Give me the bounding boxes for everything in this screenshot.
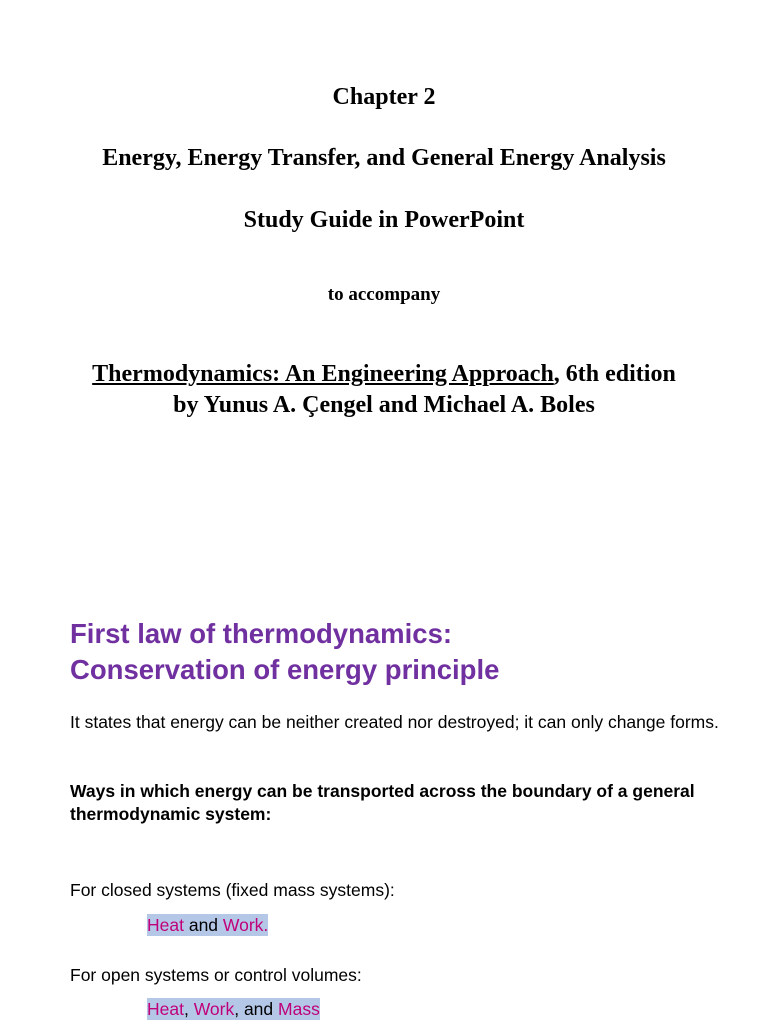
book-line [0, 359, 768, 389]
closed-systems-label: For closed systems (fixed mass systems): [70, 880, 395, 900]
energy-transport-intro: Ways in which energy can be transported across the boundary of a general thermodynamic system: [70, 781, 695, 824]
term-separator: , and [234, 999, 279, 1019]
open-terms-highlight [147, 998, 320, 1020]
term-work: Work. [222, 915, 269, 935]
study-guide-title: Study Guide in PowerPoint [243, 207, 525, 233]
section-heading-line1: First law of thermodynamics: [70, 618, 453, 649]
open-systems-label: For open systems or control volumes: [70, 965, 362, 985]
closed-systems-terms [147, 914, 268, 937]
chapter-title: Chapter 2 [332, 84, 436, 110]
term-heat: Heat [147, 999, 184, 1019]
book-title: Thermodynamics: An Engineering Approach [92, 361, 554, 387]
term-mass: Mass [278, 999, 320, 1019]
section-heading-line2: Conservation of energy principle [70, 654, 500, 685]
open-systems-terms [147, 998, 320, 1021]
book-authors: by Yunus A. Çengel and Michael A. Boles [173, 392, 595, 418]
term-heat: Heat [147, 915, 184, 935]
chapter-subtitle: Energy, Energy Transfer, and General Energy Analysis [102, 145, 666, 171]
term-work: Work [193, 999, 235, 1019]
book-edition: , 6th edition [553, 361, 676, 387]
closed-terms-highlight [147, 914, 268, 936]
first-law-statement: It states that energy can be neither created nor destroyed; it can only change forms. [70, 712, 719, 732]
term-and: and [183, 915, 223, 935]
accompany-text: to accompany [327, 284, 441, 305]
term-separator: , [183, 999, 194, 1019]
section-heading [70, 616, 750, 688]
